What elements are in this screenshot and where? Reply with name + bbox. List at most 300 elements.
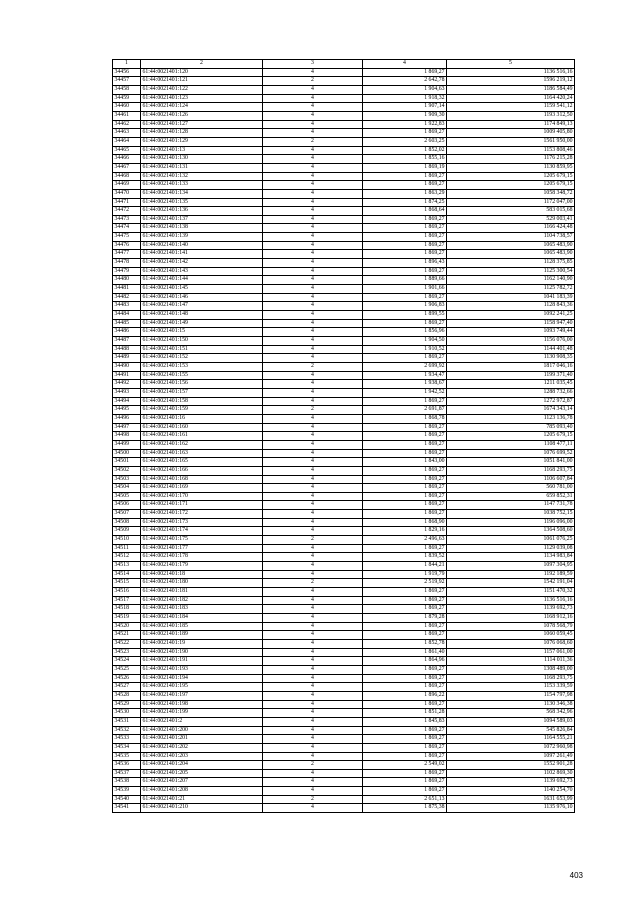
table-cell: 4 (263, 631, 363, 640)
table-cell: 1288 732,66 (447, 388, 575, 397)
table-cell: 659 852,31 (447, 492, 575, 501)
table-cell: 1 869,27 (363, 250, 447, 259)
table-cell: 1 869,27 (363, 665, 447, 674)
table-cell: 1168 293,75 (447, 674, 575, 683)
table-cell: 34508 (113, 518, 141, 527)
table-cell: 61:44:0021401:181 (141, 588, 263, 597)
table-cell: 4 (263, 397, 363, 406)
table-cell: 1 869,27 (363, 743, 447, 752)
table-cell: 1 938,67 (363, 380, 447, 389)
table-cell: 34534 (113, 743, 141, 752)
table-cell: 1 922,83 (363, 120, 447, 129)
table-cell: 1172 047,00 (447, 198, 575, 207)
table-cell: 4 (263, 207, 363, 216)
table-cell: 4 (263, 527, 363, 536)
table-cell: 61:44:0021401:166 (141, 466, 263, 475)
table-cell: 1009 405,80 (447, 129, 575, 138)
table-cell: 1561 950,00 (447, 137, 575, 146)
table-cell: 61:44:0021401:165 (141, 458, 263, 467)
column-header-4: 4 (363, 60, 447, 69)
table-cell: 1211 035,45 (447, 380, 575, 389)
table-cell: 4 (263, 492, 363, 501)
table-cell: 4 (263, 337, 363, 346)
table-cell: 34509 (113, 527, 141, 536)
table-row (113, 362, 575, 371)
table-row (113, 111, 575, 120)
table-row (113, 259, 575, 268)
table-cell: 1 896,43 (363, 259, 447, 268)
table-row (113, 311, 575, 320)
table-cell: 61:44:0021401:128 (141, 129, 263, 138)
table-cell: 34480 (113, 276, 141, 285)
table-row (113, 181, 575, 190)
table-cell: 34484 (113, 311, 141, 320)
table-row (113, 388, 575, 397)
table-row (113, 319, 575, 328)
table-row (113, 198, 575, 207)
table-cell: 4 (263, 371, 363, 380)
table-cell: 61:44:0021401:152 (141, 354, 263, 363)
table-cell: 1102 869,30 (447, 769, 575, 778)
table-cell: 61:44:0021401:208 (141, 787, 263, 796)
table-cell: 34491 (113, 371, 141, 380)
table-cell: 4 (263, 648, 363, 657)
table-cell: 61:44:0021401:210 (141, 804, 263, 813)
table-cell: 61:44:0021401:190 (141, 648, 263, 657)
table-cell: 34479 (113, 267, 141, 276)
table-cell: 61:44:0021401:158 (141, 397, 263, 406)
table-cell: 1186 584,49 (447, 85, 575, 94)
table-row (113, 683, 575, 692)
table-cell: 4 (263, 129, 363, 138)
table-cell: 61:44:0021401:135 (141, 198, 263, 207)
table-cell: 4 (263, 432, 363, 441)
table-row (113, 241, 575, 250)
table-cell: 1 869,27 (363, 622, 447, 631)
table-cell: 1041 183,39 (447, 293, 575, 302)
table-cell: 61:44:0021401:153 (141, 362, 263, 371)
table-cell: 2 (263, 536, 363, 545)
table-cell: 2 699,92 (363, 362, 447, 371)
table-cell: 61:44:0021401:161 (141, 432, 263, 441)
table-row (113, 648, 575, 657)
table-cell: 2 496,63 (363, 536, 447, 545)
table-cell: 61:44:0021401:160 (141, 423, 263, 432)
table-cell: 1199 371,40 (447, 371, 575, 380)
table-cell: 1 845,83 (363, 717, 447, 726)
table-cell: 34496 (113, 414, 141, 423)
table-cell: 61:44:0021401:124 (141, 103, 263, 112)
table-cell: 1 869,27 (363, 172, 447, 181)
table-cell: 61:44:0021401:121 (141, 77, 263, 86)
table-cell: 1 869,27 (363, 510, 447, 519)
table-row (113, 120, 575, 129)
table-cell: 34475 (113, 233, 141, 242)
table-row (113, 501, 575, 510)
table-cell: 4 (263, 293, 363, 302)
table-cell: 1168 293,75 (447, 466, 575, 475)
table-cell: 1125 782,72 (447, 285, 575, 294)
table-row (113, 233, 575, 242)
table-cell: 1 869,27 (363, 596, 447, 605)
table-row (113, 328, 575, 337)
table-cell: 4 (263, 276, 363, 285)
table-cell: 1166 424,48 (447, 224, 575, 233)
table-cell: 1 869,27 (363, 181, 447, 190)
table-cell: 4 (263, 241, 363, 250)
table-cell: 34459 (113, 94, 141, 103)
table-row (113, 68, 575, 77)
table-cell: 1051 841,00 (447, 458, 575, 467)
table-cell: 545 826,84 (447, 726, 575, 735)
table-cell: 34498 (113, 432, 141, 441)
column-header-3: 3 (263, 60, 363, 69)
table-cell: 4 (263, 804, 363, 813)
table-cell: 61:44:0021401:157 (141, 388, 263, 397)
table-cell: 34521 (113, 631, 141, 640)
table-cell: 4 (263, 510, 363, 519)
table-cell: 1 869,27 (363, 129, 447, 138)
table-cell: 4 (263, 614, 363, 623)
table-row (113, 267, 575, 276)
table-cell: 1 863,29 (363, 189, 447, 198)
table-cell: 4 (263, 683, 363, 692)
table-cell: 4 (263, 691, 363, 700)
table-row (113, 700, 575, 709)
table-row (113, 354, 575, 363)
table-cell: 34461 (113, 111, 141, 120)
table-cell: 4 (263, 388, 363, 397)
table-row (113, 163, 575, 172)
table-cell: 1364 508,60 (447, 527, 575, 536)
table-cell: 4 (263, 302, 363, 311)
table-cell: 34472 (113, 207, 141, 216)
table-cell: 1 869,27 (363, 466, 447, 475)
table-cell: 61:44:0021401:126 (141, 111, 263, 120)
table-row (113, 743, 575, 752)
table-row (113, 769, 575, 778)
table-cell: 34516 (113, 588, 141, 597)
table-cell: 34457 (113, 77, 141, 86)
table-cell: 61:44:0021401:139 (141, 233, 263, 242)
table-cell: 61:44:0021401:140 (141, 241, 263, 250)
column-header-5: 5 (447, 60, 575, 69)
table-cell: 1108 477,11 (447, 440, 575, 449)
table-cell: 4 (263, 328, 363, 337)
table-row (113, 285, 575, 294)
table-cell: 34473 (113, 215, 141, 224)
table-cell: 1 868,64 (363, 207, 447, 216)
table-cell: 61:44:0021401:2 (141, 717, 263, 726)
table-cell: 34530 (113, 709, 141, 718)
table-cell: 1 869,27 (363, 354, 447, 363)
table-cell: 4 (263, 103, 363, 112)
table-cell: 34537 (113, 769, 141, 778)
cadastral-table (112, 59, 575, 813)
table-cell: 1159 541,12 (447, 103, 575, 112)
table-cell: 34462 (113, 120, 141, 129)
table-cell: 4 (263, 596, 363, 605)
table-cell: 1596 219,12 (447, 77, 575, 86)
table-cell: 1153 339,59 (447, 683, 575, 692)
table-cell: 1 869,27 (363, 233, 447, 242)
table-row (113, 458, 575, 467)
table-cell: 34456 (113, 68, 141, 77)
table-cell: 1 869,27 (363, 484, 447, 493)
table-cell: 34493 (113, 388, 141, 397)
table-cell: 1 839,52 (363, 553, 447, 562)
table-cell: 1 869,27 (363, 319, 447, 328)
table-cell: 4 (263, 198, 363, 207)
table-cell: 34486 (113, 328, 141, 337)
table-cell: 529 003,41 (447, 215, 575, 224)
table-cell: 4 (263, 146, 363, 155)
table-cell: 34533 (113, 735, 141, 744)
table-cell: 2 549,02 (363, 761, 447, 770)
table-cell: 1128 375,85 (447, 259, 575, 268)
table-cell: 1 942,52 (363, 388, 447, 397)
table-cell: 4 (263, 311, 363, 320)
table-cell: 1 852,78 (363, 639, 447, 648)
table-cell: 61:44:0021401:177 (141, 544, 263, 553)
table-cell: 1 907,14 (363, 103, 447, 112)
table-cell: 34510 (113, 536, 141, 545)
table-row (113, 440, 575, 449)
table-cell: 1158 947,40 (447, 319, 575, 328)
table-row (113, 596, 575, 605)
table-row (113, 536, 575, 545)
table-cell: 4 (263, 111, 363, 120)
table-cell: 34469 (113, 181, 141, 190)
table-cell: 34499 (113, 440, 141, 449)
table-row (113, 337, 575, 346)
table-row (113, 302, 575, 311)
table-cell: 2 519,92 (363, 579, 447, 588)
header-row (113, 60, 575, 69)
table-cell: 1038 752,15 (447, 510, 575, 519)
table-cell: 34467 (113, 163, 141, 172)
table-cell: 34513 (113, 562, 141, 571)
table-cell: 61:44:0021401:200 (141, 726, 263, 735)
table-cell: 34458 (113, 85, 141, 94)
table-cell: 34478 (113, 259, 141, 268)
table-cell: 1 869,27 (363, 440, 447, 449)
table-cell: 61:44:0021401:146 (141, 293, 263, 302)
table-cell: 1174 849,13 (447, 120, 575, 129)
table-cell: 1 869,27 (363, 631, 447, 640)
table-cell: 34485 (113, 319, 141, 328)
table-cell: 1 875,38 (363, 804, 447, 813)
table-row (113, 804, 575, 813)
table-cell: 1 901,66 (363, 285, 447, 294)
table-cell: 34474 (113, 224, 141, 233)
table-cell: 1 869,27 (363, 726, 447, 735)
table-cell: 34512 (113, 553, 141, 562)
table-body (113, 68, 575, 812)
table-row (113, 423, 575, 432)
table-row (113, 665, 575, 674)
table-row (113, 752, 575, 761)
table-cell: 1156 076,00 (447, 337, 575, 346)
table-cell: 34482 (113, 293, 141, 302)
table-row (113, 224, 575, 233)
table-row (113, 778, 575, 787)
table-cell: 34494 (113, 397, 141, 406)
table-cell: 34501 (113, 458, 141, 467)
table-cell: 1205 679,15 (447, 172, 575, 181)
table-row (113, 484, 575, 493)
table-cell: 61:44:0021401:163 (141, 449, 263, 458)
table-cell: 1 904,50 (363, 337, 447, 346)
table-row (113, 371, 575, 380)
table-cell: 61:44:0021401:149 (141, 319, 263, 328)
table-cell: 34541 (113, 804, 141, 813)
table-cell: 1 889,66 (363, 276, 447, 285)
table-cell: 1176 215,28 (447, 155, 575, 164)
table-cell: 1817 046,16 (447, 362, 575, 371)
table-cell: 1134 983,84 (447, 553, 575, 562)
table-cell: 34535 (113, 752, 141, 761)
table-cell: 1 909,30 (363, 111, 447, 120)
table-cell: 61:44:0021401:173 (141, 518, 263, 527)
table-cell: 1 918,32 (363, 94, 447, 103)
table-cell: 1193 312,50 (447, 111, 575, 120)
table-row (113, 579, 575, 588)
table-cell: 34518 (113, 605, 141, 614)
table-cell: 4 (263, 787, 363, 796)
table-cell: 4 (263, 743, 363, 752)
page-number: 403 (569, 871, 583, 880)
table-cell: 4 (263, 639, 363, 648)
table-cell: 61:44:0021401:142 (141, 259, 263, 268)
table-cell: 4 (263, 354, 363, 363)
table-cell: 34540 (113, 795, 141, 804)
table-cell: 61:44:0021401:143 (141, 267, 263, 276)
table-cell: 61:44:0021401:178 (141, 553, 263, 562)
table-cell: 34504 (113, 484, 141, 493)
table-cell: 34489 (113, 354, 141, 363)
table-cell: 2 (263, 761, 363, 770)
table-cell: 1154 797,98 (447, 691, 575, 700)
table-cell: 4 (263, 85, 363, 94)
table-cell: 4 (263, 215, 363, 224)
table-cell: 568 342,96 (447, 709, 575, 718)
table-cell: 61:44:0021401:120 (141, 68, 263, 77)
table-cell: 1093 749,44 (447, 328, 575, 337)
table-cell: 2 603,25 (363, 137, 447, 146)
table-cell: 1123 136,78 (447, 414, 575, 423)
table-cell: 1 868,78 (363, 414, 447, 423)
table-cell: 34466 (113, 155, 141, 164)
table-cell: 34514 (113, 570, 141, 579)
table-cell: 34524 (113, 657, 141, 666)
table-cell: 61:44:0021401:203 (141, 752, 263, 761)
table-cell: 61:44:0021401:18 (141, 570, 263, 579)
column-header-2: 2 (141, 60, 263, 69)
table-cell: 1128 843,36 (447, 302, 575, 311)
table-cell: 4 (263, 120, 363, 129)
table-cell: 34487 (113, 337, 141, 346)
table-cell: 61:44:0021401:199 (141, 709, 263, 718)
table-row (113, 189, 575, 198)
table-cell: 1 869,27 (363, 267, 447, 276)
table-row (113, 207, 575, 216)
table-cell: 61:44:0021401:148 (141, 311, 263, 320)
table-cell: 34495 (113, 406, 141, 415)
table-cell: 1 869,27 (363, 778, 447, 787)
table-cell: 4 (263, 657, 363, 666)
table-cell: 1139 692,73 (447, 605, 575, 614)
table-cell: 1065 483,90 (447, 241, 575, 250)
table-cell: 1205 679,15 (447, 181, 575, 190)
table-cell: 61:44:0021401:21 (141, 795, 263, 804)
table-row (113, 85, 575, 94)
table-cell: 4 (263, 501, 363, 510)
table-cell: 1 869,27 (363, 423, 447, 432)
table-cell: 61:44:0021401:170 (141, 492, 263, 501)
table-row (113, 674, 575, 683)
table-cell: 1674 343,14 (447, 406, 575, 415)
table-cell: 4 (263, 562, 363, 571)
table-cell: 1 869,27 (363, 475, 447, 484)
table-cell: 34490 (113, 362, 141, 371)
table-cell: 61:44:0021401:207 (141, 778, 263, 787)
table-cell: 1076 068,60 (447, 639, 575, 648)
table-cell: 1060 059,45 (447, 631, 575, 640)
table-cell: 1147 731,78 (447, 501, 575, 510)
table-row (113, 614, 575, 623)
table-cell: 1157 061,00 (447, 648, 575, 657)
table-cell: 61:44:0021401:19 (141, 639, 263, 648)
table-cell: 1 851,28 (363, 709, 447, 718)
table-cell: 560 781,00 (447, 484, 575, 493)
table-cell: 1097 261,49 (447, 752, 575, 761)
table-cell: 1151 470,32 (447, 588, 575, 597)
table-cell: 1 869,27 (363, 397, 447, 406)
table-cell: 61:44:0021401:159 (141, 406, 263, 415)
table-cell: 61:44:0021401:156 (141, 380, 263, 389)
table-cell: 4 (263, 700, 363, 709)
table-cell: 4 (263, 155, 363, 164)
table-cell: 34523 (113, 648, 141, 657)
table-cell: 34502 (113, 466, 141, 475)
table-cell: 4 (263, 605, 363, 614)
table-row (113, 553, 575, 562)
table-cell: 1104 738,57 (447, 233, 575, 242)
table-cell: 61:44:0021401:144 (141, 276, 263, 285)
table-cell: 1 899,55 (363, 311, 447, 320)
table-cell: 61:44:0021401:175 (141, 536, 263, 545)
table-cell: 34519 (113, 614, 141, 623)
table-cell: 1106 607,84 (447, 475, 575, 484)
table-cell: 1061 076,25 (447, 536, 575, 545)
table-cell: 61:44:0021401:184 (141, 614, 263, 623)
table-cell: 34539 (113, 787, 141, 796)
table-cell: 1130 346,38 (447, 700, 575, 709)
table-cell: 1 869,27 (363, 224, 447, 233)
table-cell: 34477 (113, 250, 141, 259)
table-cell: 61:44:0021401:141 (141, 250, 263, 259)
table-row (113, 172, 575, 181)
table-cell: 61:44:0021401:132 (141, 172, 263, 181)
table-cell: 1 874,25 (363, 198, 447, 207)
table-cell: 4 (263, 518, 363, 527)
table-row (113, 735, 575, 744)
table-cell: 61:44:0021401:194 (141, 674, 263, 683)
table-cell: 1196 096,00 (447, 518, 575, 527)
table-row (113, 527, 575, 536)
table-cell: 61:44:0021401:13 (141, 146, 263, 155)
